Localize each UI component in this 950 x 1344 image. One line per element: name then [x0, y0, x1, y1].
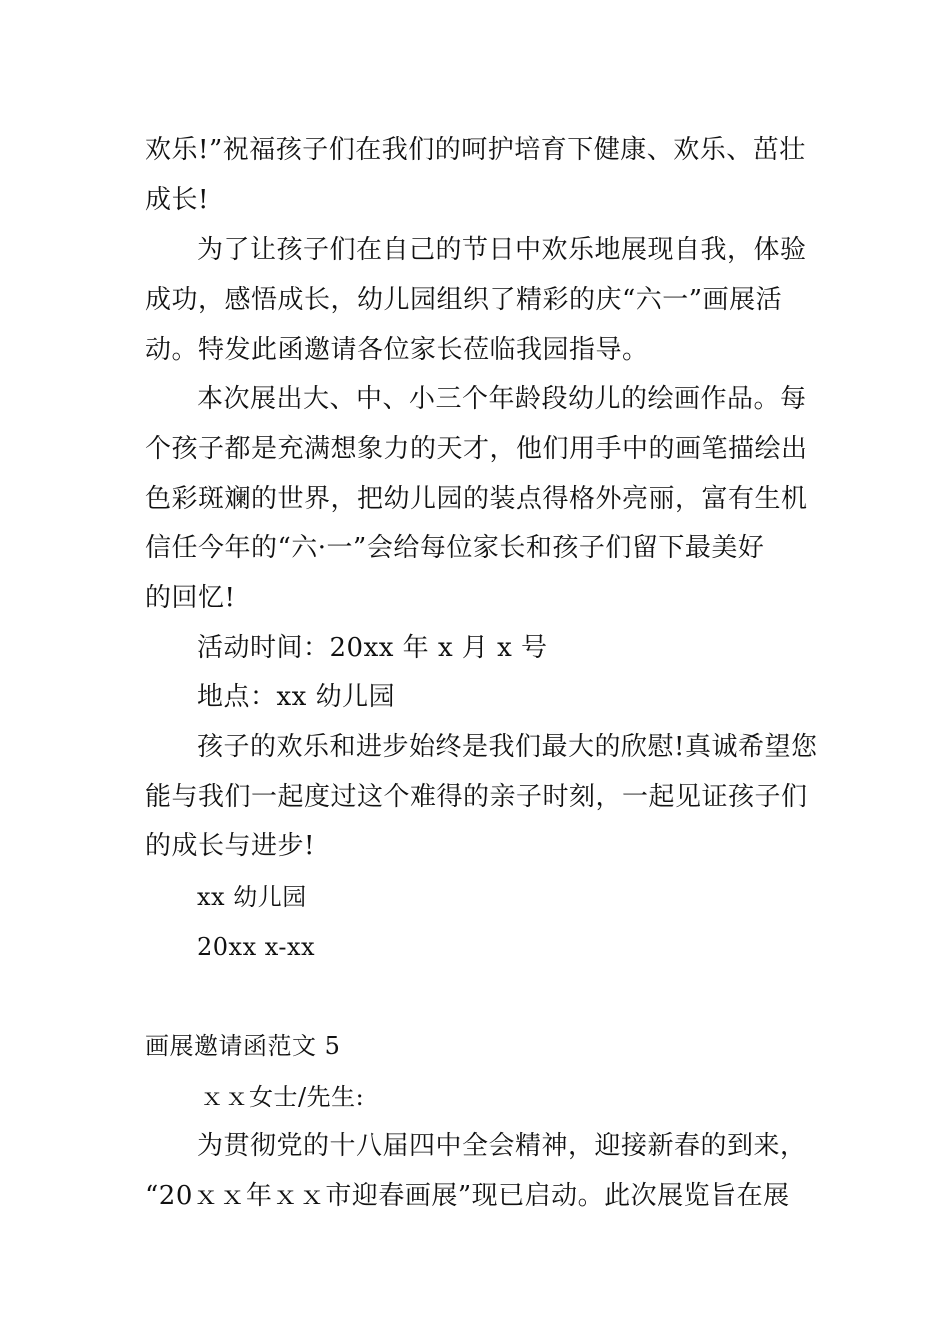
text-line: 成长!: [145, 185, 209, 215]
signature-date: 20xx x-xx: [197, 933, 316, 961]
paragraph-start: 为贯彻党的十八届四中全会精神，迎接新春的到来，: [197, 1131, 807, 1161]
signature-organization: xx 幼儿园: [197, 883, 307, 911]
text-line: 能与我们一起度过这个难得的亲子时刻，一起见证孩子们: [145, 782, 808, 812]
text-line: “20ｘｘ年ｘｘ市迎春画展”现已启动。此次展览旨在展: [145, 1181, 790, 1211]
text-line: 色彩斑斓的世界，把幼儿园的装点得格外亮丽，富有生机: [145, 484, 808, 514]
text-line: 欢乐!”祝福孩子们在我们的呵护培育下健康、欢乐、茁壮: [145, 135, 806, 165]
text-line: 信任今年的“六·一”会给每位家长和孩子们留下最美好: [145, 533, 765, 563]
text-line: 动。特发此函邀请各位家长莅临我园指导。: [145, 335, 649, 365]
section-title: 画展邀请函范文 5: [145, 1032, 341, 1060]
salutation: ｘｘ女士/先生:: [200, 1083, 365, 1111]
paragraph-start: 孩子的欢乐和进步始终是我们最大的欣慰!真诚希望您: [197, 732, 818, 762]
text-line: 的成长与进步!: [145, 831, 315, 861]
paragraph-start: 本次展出大、中、小三个年龄段幼儿的绘画作品。每: [197, 384, 807, 414]
event-location: 地点：xx 幼儿园: [197, 682, 396, 712]
text-line: 成功，感悟成长，幼儿园组织了精彩的庆“六一”画展活: [145, 285, 783, 315]
event-time: 活动时间：20xx 年 x 月 x 号: [197, 633, 548, 663]
text-line: 个孩子都是充满想象力的天才，他们用手中的画笔描绘出: [145, 434, 808, 464]
text-line: 的回忆!: [145, 583, 236, 613]
paragraph-start: 为了让孩子们在自己的节日中欢乐地展现自我，体验: [197, 235, 807, 265]
